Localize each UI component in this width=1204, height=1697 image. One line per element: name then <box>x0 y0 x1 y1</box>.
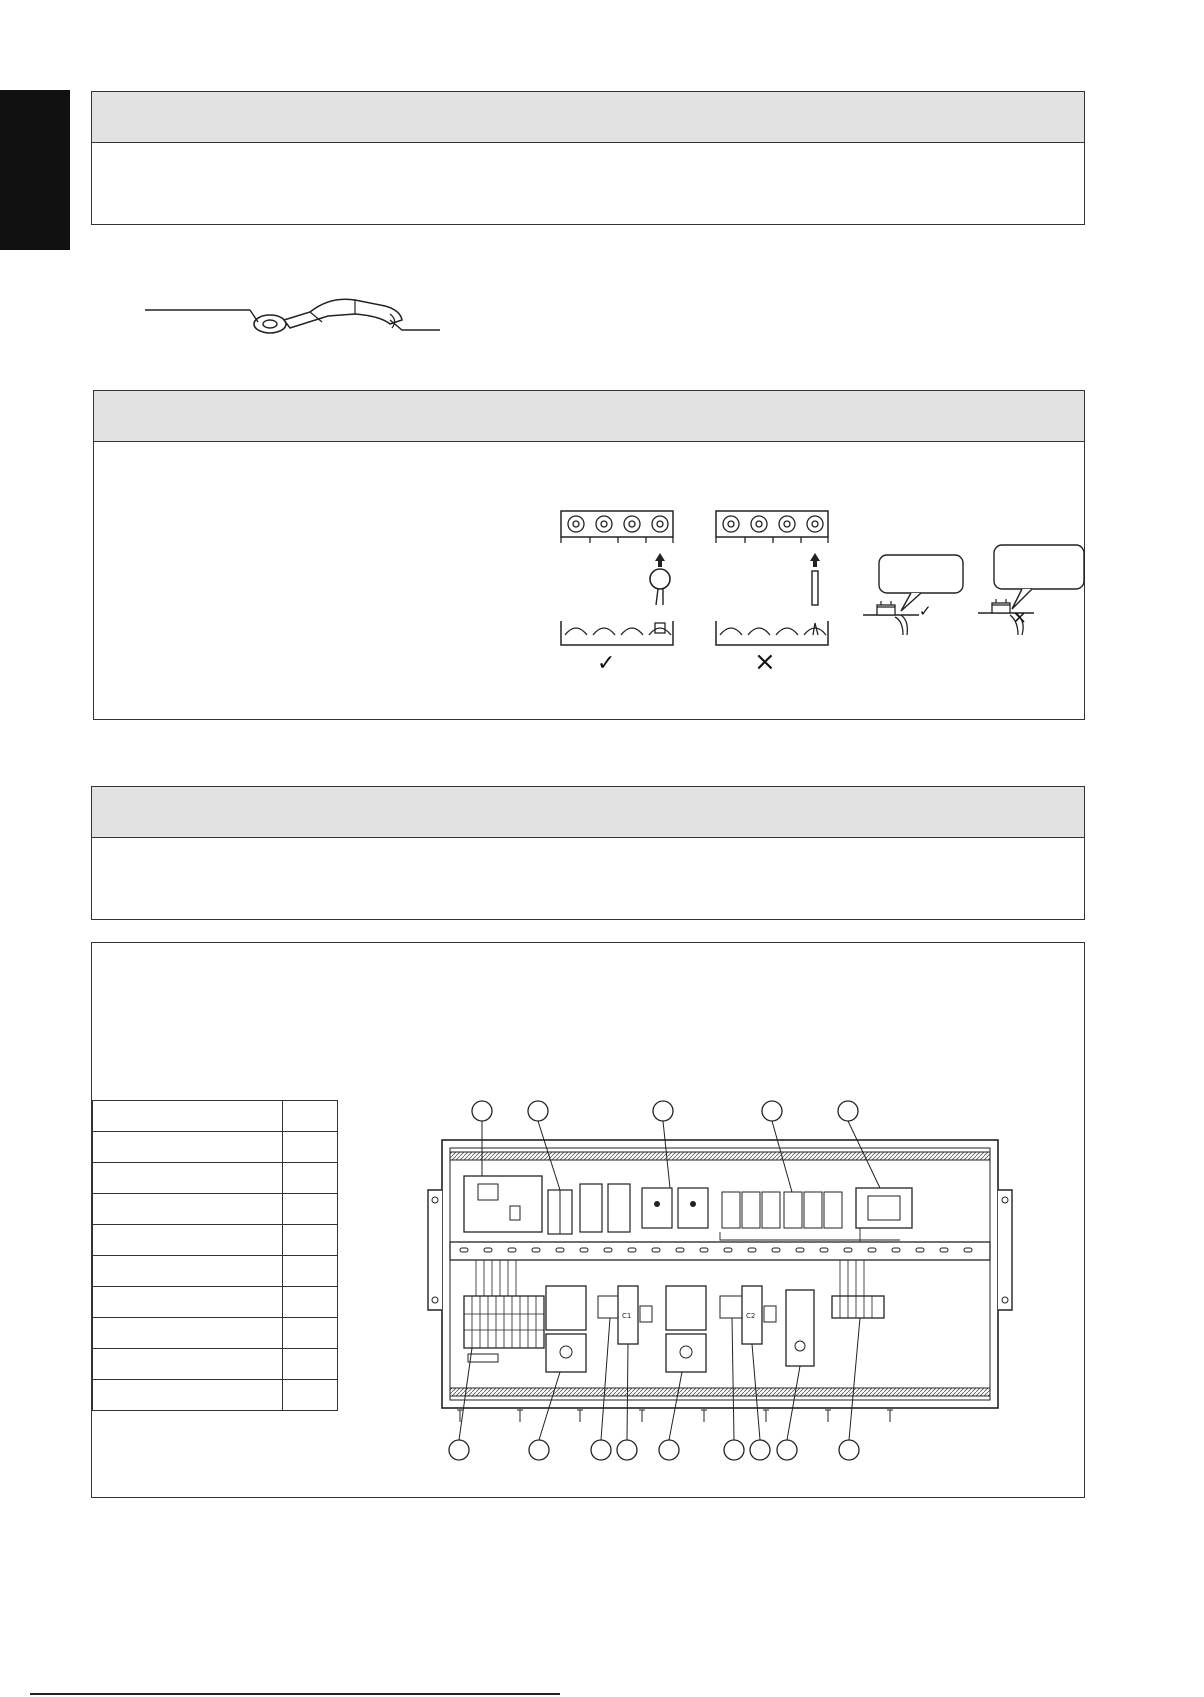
terminal-connection-box <box>93 390 1085 720</box>
reference-cell-name <box>93 1194 283 1225</box>
capacitor-c2-label: C2 <box>746 1312 756 1320</box>
ring-terminal-icon <box>254 315 286 333</box>
reference-table-row <box>93 1380 338 1411</box>
callout-circle-bottom <box>750 1440 770 1460</box>
reference-cell-number <box>283 1132 338 1163</box>
mounting-screw <box>825 1410 831 1422</box>
breaker <box>786 1290 814 1366</box>
callout-circle-bottom <box>591 1440 611 1460</box>
contactor-1 <box>546 1286 586 1330</box>
reference-cell-number <box>283 1225 338 1256</box>
transformer <box>856 1188 912 1228</box>
callout-circle-bottom <box>777 1440 797 1460</box>
check-mark-callout: ✓ <box>919 602 932 620</box>
notice-box-2-header <box>92 787 1084 838</box>
callout-circle-top <box>762 1101 782 1121</box>
reference-table-row <box>93 1225 338 1256</box>
reference-cell-name <box>93 1225 283 1256</box>
callout-circle-bottom <box>617 1440 637 1460</box>
left-mounting-bracket <box>428 1190 442 1310</box>
reference-cell-name <box>93 1380 283 1411</box>
check-mark-ring: ✓ <box>597 651 616 676</box>
callout-circle-top <box>472 1101 492 1121</box>
relay-2 <box>608 1184 630 1232</box>
reference-cell-name <box>93 1287 283 1318</box>
timer-2 <box>678 1188 708 1228</box>
reference-cell-number <box>283 1287 338 1318</box>
reference-cell-number <box>283 1163 338 1194</box>
notice-box-2 <box>91 786 1085 920</box>
pcb-board <box>464 1176 542 1232</box>
callout-circle-top <box>838 1101 858 1121</box>
callout-circle-bottom <box>529 1440 549 1460</box>
reference-table-row <box>93 1163 338 1194</box>
reference-table-row <box>93 1132 338 1163</box>
terminal-block-ring-correct <box>559 509 679 684</box>
cross-mark-straight: × <box>754 647 776 677</box>
mounting-screw <box>763 1410 769 1422</box>
language-side-tab <box>0 90 70 250</box>
notice-box-1-header <box>92 92 1084 143</box>
reference-table-row <box>93 1287 338 1318</box>
reference-cell-number <box>283 1380 338 1411</box>
terminal-small-2 <box>720 1296 744 1318</box>
reference-cell-number <box>283 1101 338 1132</box>
overload-relay-1 <box>546 1334 586 1372</box>
overload-relay-2 <box>666 1334 706 1372</box>
callout-circle-bottom <box>449 1440 469 1460</box>
reference-table-row <box>93 1101 338 1132</box>
straight-wire-icon <box>812 571 818 605</box>
reference-cell-name <box>93 1318 283 1349</box>
cross-mark-callout: × <box>1012 607 1028 628</box>
mounting-screw <box>577 1410 583 1422</box>
reference-cell-number <box>283 1349 338 1380</box>
timer-1 <box>642 1188 672 1228</box>
right-mounting-bracket <box>998 1190 1012 1310</box>
mounting-screw <box>639 1410 645 1422</box>
reference-cell-number <box>283 1194 338 1225</box>
component-reference-table <box>92 1100 338 1411</box>
ring-terminal-illustration <box>140 290 450 350</box>
reference-table-row <box>93 1256 338 1287</box>
capacitor-c1-label: C1 <box>622 1312 632 1320</box>
callout-incorrect-illustration <box>974 541 1089 641</box>
reference-table-row <box>93 1318 338 1349</box>
relay-1 <box>580 1184 602 1232</box>
terminal-connection-box-header <box>94 391 1084 442</box>
top-rail <box>450 1152 990 1160</box>
reference-cell-name <box>93 1349 283 1380</box>
notice-box-1 <box>91 91 1085 225</box>
mounting-screw <box>887 1410 893 1422</box>
mounting-screw <box>517 1410 523 1422</box>
reference-cell-name <box>93 1256 283 1287</box>
reference-cell-name <box>93 1132 283 1163</box>
callout-circle-top <box>653 1101 673 1121</box>
callout-circle-bottom <box>839 1440 859 1460</box>
reference-cell-number <box>283 1318 338 1349</box>
mounting-screw <box>701 1410 707 1422</box>
control-box-diagram <box>420 1100 1020 1475</box>
reference-table-row <box>93 1194 338 1225</box>
callout-correct-illustration <box>859 551 969 641</box>
fuse-block <box>784 1192 802 1228</box>
ring-lug-icon <box>650 569 670 589</box>
callout-circle-bottom <box>724 1440 744 1460</box>
contactor-2 <box>666 1286 706 1330</box>
reference-table-row <box>93 1349 338 1380</box>
din-rail <box>450 1242 990 1260</box>
reference-cell-name <box>93 1163 283 1194</box>
footer-rule <box>30 1693 560 1695</box>
callout-circle-top <box>528 1101 548 1121</box>
reference-cell-name <box>93 1101 283 1132</box>
callout-circle-bottom <box>659 1440 679 1460</box>
bottom-rail <box>450 1388 990 1396</box>
reference-cell-number <box>283 1256 338 1287</box>
